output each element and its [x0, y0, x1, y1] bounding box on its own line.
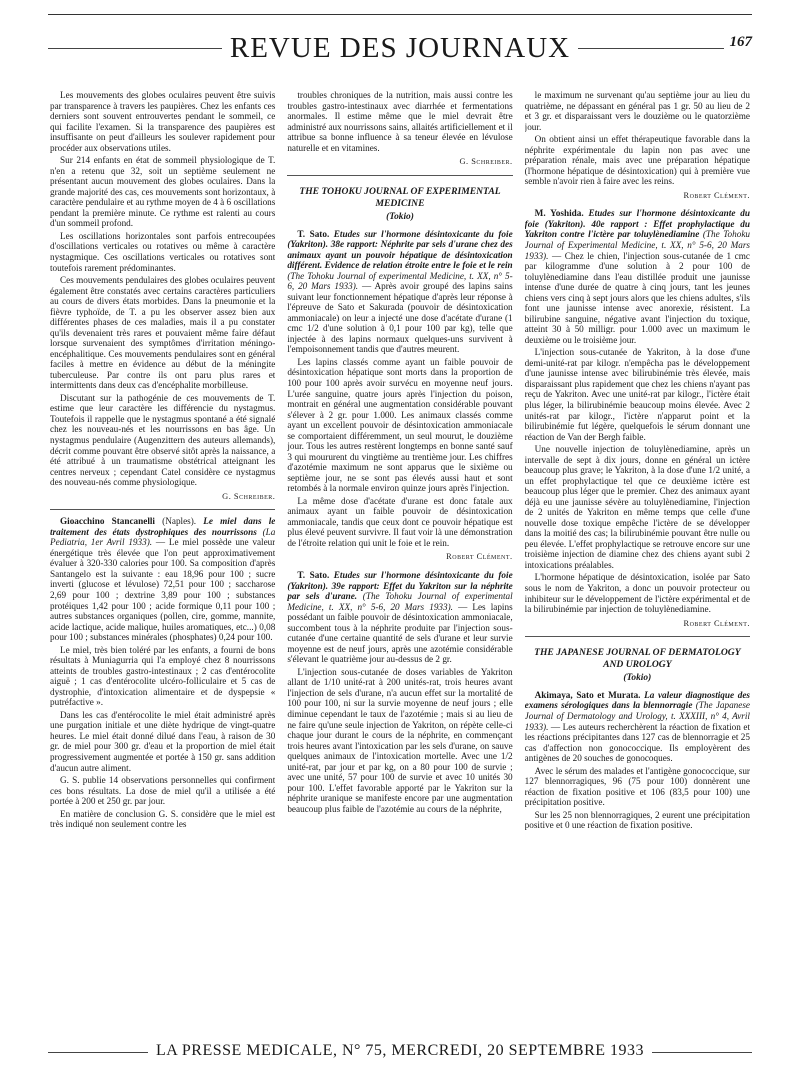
article-text: — Le miel possède une valeur énergétique très élevée que l'on peut approximativement évaluer à 320-330 calories pour 100. Sa composition d'après Santangelo est la suivante : eau 18,96 pour 100 ; sucre inverti (glucose et lévulose) 72,51 pour 100 ; saccharose 2,69 pour 100 ; dextrine 3,89 pour 100 ; substances protéiques 1,42 pour 100 ; acide formique 0,11 pour 100 ; autres substances organiques (pollen, cire, gomme, mannite, acide lactique, acide malique, huiles aromatiques, etc...) 0,08 pour 100 ; substances minérales (phosphates) 0,24 pour 100.	[50, 537, 276, 643]
paragraph: le maximum ne survenant qu'au septième jour au lieu du quatrième, ne dépassant en général pas 1 gr. 50 au lieu de 2 et 3 gr. et disparaissant vers le douzième ou le quatorzième jour.	[524, 90, 750, 132]
journal-heading: THE JAPANESE JOURNAL OF DERMATOLOGY AND UROLOGY	[534, 647, 741, 671]
footer-text: LA PRESSE MEDICALE, N° 75, MERCREDI, 20 SEPTEMBRE 1933	[148, 1042, 652, 1059]
article-source: (The Tohoku Journal of Experimental Medicine, t. XX, n° 5-6, 20 Mars 1933).	[524, 229, 750, 261]
article-heading	[287, 229, 512, 355]
article-text: — Après avoir groupé des lapins sains suivant leur fonctionnement hépatique d'après leur réponse à l'épreuve de Sato et Sakurada (pouvoir de désintoxication ammoniacale) on leur a injecté une dose d'acétate d'urane (1 cmc 1/2 d'une solution à 0,1 pour 100 par kg), telle que injectée à des lapins normaux quelques-uns survivent à l'empoisonnement tandis que d'autres meurent.	[287, 281, 513, 355]
paragraph: Discutant sur la pathogénie de ces mouvements de T. estime que leur caractère les différencie du nystagmus. Toutefois il rappelle que le nystagmus spontané a été signalé chez les nouveau-nés et les nourrissons en bas âge. Un nystagmus pendulaire (Augenzittern des auteurs allemands), décrit comme pouvant être observé sitôt après la naissance, a été attribué à un traumatisme obstétrical atteignant les centres nerveux ; cependant Catel considère ce nystagmus des nouveau-nés comme physiologique.	[50, 392, 276, 488]
article-heading	[525, 690, 750, 764]
page-number: 167	[724, 34, 753, 51]
paragraph: Sur 214 enfants en état de sommeil physiologique de T. n'en a retenu que 32, soit un septième seulement ne présentant aucun mouvement des globes oculaires. Dans la grande majorité des cas, ces mouvements sont horizontaux, à caractère pendulaire et au rythme moyen de 4 à 6 oscillations pendant la première minute. Ce rythme est ralenti au cours d'un sommeil profond.	[50, 155, 276, 229]
top-rule	[48, 14, 752, 15]
article-heading	[50, 516, 275, 642]
article-heading	[525, 208, 750, 345]
article-text: — Les lapins possédant un faible pouvoir de désintoxication ammoniacale, succombent tous à la néphrite produite par l'injection sous-cutanée d'une certaine quantité de sels d'urane et leur survie moyenne est de neuf jours, après une azotémie considérable s'élevant le quatrième jour au-dessus de 2 gr.	[287, 601, 513, 665]
article-source: (The Tohoku Journal of experimental Medicine, t. XX, n° 5-6, 20 Mars 1933).	[287, 270, 513, 292]
paragraph: Les lapins classés comme ayant un faible pouvoir de désintoxication hépatique sont morts dans la proportion de 100 pour 100 après avoir survécu en moyenne neuf jours. L'urée sanguine, quatre jours après l'injection du poison, montrait en général une augmentation considérable pouvant s'élever à 2 gr. pour 1.000. Les animaux classés comme ayant un excellent pouvoir de désintoxication ammoniacale se comportaient différemment, un seul mourut, le douzième jour. Tous les autres restèrent longtemps en bonne santé sauf 3 qui moururent du vingtième au trentième jour. Les chiffres d'azotémie maximum ne sont apparus que le sixième ou septième jour, ne se sont pas élevés aussi haut et sont retombés à la normale environ quinze jours après l'injection.	[287, 356, 513, 494]
signature: G. Schreiber.	[459, 157, 513, 167]
article-title: Etudes sur l'hormone désintoxicante du foie (Yakriton). 39e rapport: Effet du Yakriton sur la néphrite par sels d'urane.	[287, 570, 513, 602]
article-text: — Chez le chien, l'injection sous-cutanée de 1 cmc par kilogramme d'une solution à 2 pour 100 de toluylènediamine dans l'eau distillée produit une jaunisse intense d'une durée de quatre à cinq jours, tant les jeunes chiens vers cinq à sept jours alors que les chiens adultes, s'ils font une jaunisse intense avec anorexie, résistent. La bilirubine sanguine, négative avant l'injection du toxique, atteint 30 à 50 milligr. pour 1.000 avec un maximum le deuxième ou le troisième jour.	[524, 250, 750, 345]
article-title: La valeur diagnostique des examens sérologiques dans la blennorragie	[524, 689, 750, 711]
article-title: Etudes sur l'hormone désintoxicante du foie (Yakriton). 38e rapport: Néphrite par sels d'urane chez des animaux ayant un pouvoir hépatique de désintoxication différent. Evidence de relation étroite entre le foie et le rein	[287, 228, 513, 271]
signature: Robert Clément.	[683, 190, 750, 200]
signature: Robert Clément.	[446, 552, 513, 562]
article-author: T. Sato.	[297, 228, 330, 239]
paragraph: En matière de conclusion G. S. considère que le miel est très indiqué non seulement contre les	[50, 808, 276, 830]
paragraph: L'injection sous-cutanée de doses variables de Yakriton allant de 1/10 unité-rat à 200 unités-rat, trois heures avant l'injection de sels d'urane, n'a aucun effet sur la mortalité de 100 pour 100, ni sur la survie moyenne de neuf jours ; elle diminue cependant le taux de l'azotémie ; mais si au lieu de ne faire qu'une seule injection de Yakriton, on répète celle-ci chaque jour durant le cours de la néphrite, en commençant trois heures avant l'intoxication par les sels d'urane, on sauve quelques animaux de l'intoxication mortelle. Avec une 1/2 unité-rat, par jour et par kg, on a 80 pour 100 de survie ; avec une unité, 57 pour 100 de survie et avec 10 unités 30 pour 100. L'effet favorable apporté par le Yakriton sur la néphrite uranique se manifeste encore par une augmentation beaucoup plus faible de l'azotémie au cours de la néphrite,	[287, 666, 513, 814]
paragraph: La même dose d'acétate d'urane est donc fatale aux animaux ayant un faible pouvoir de désintoxication ammoniacale, tandis que ceux dont ce pouvoir hépatique est plus élevé peuvent survivre. Il faut voir là une démonstration de l'étroite relation qui unit le foie et le rein.	[287, 495, 513, 548]
separator	[287, 175, 512, 176]
paragraph: L'hormone hépatique de désintoxication, isolée par Sato sous le nom de Yakriton, a donc un pouvoir protecteur ou inhibiteur sur le développement de l'ictère expérimental et de la bilirubinémie par injection de toluylènediamine.	[524, 572, 750, 615]
signature: Robert Clément.	[683, 618, 750, 628]
paragraph: Une nouvelle injection de toluylènediamine, après un intervalle de sept à dix jours, donne en général un ictère beaucoup plus grave; le Yakriton, à la dose d'une 1/2 unité, a un effet prophylactique tel que ce deuxième ictère est beaucoup plus léger que le premier. Chez des animaux ayant déjà eu une jaunisse sévère au toluylènediamine, l'injection de 2 unités de Yakriton en même temps que celle d'une nouvelle dose toxique empêche l'ictère de se développer dans la moitié des cas; la bilirubinémie pouvant être nulle ou peu élevée. L'effet prophylactique se retrouve encore sur une troisième injection de diamine chez des chiens ayant subi 2 intoxications préalables.	[524, 444, 750, 570]
article-heading	[287, 570, 512, 665]
paragraph: Avec le sérum des malades et l'antigène gonococcique, sur 127 blennorragiques, 96 (75 pour 100) donnèrent une réaction de fixation positive et 106 (83,5 pour 100) une précipitation positive.	[524, 765, 750, 808]
paragraph: Les oscillations horizontales sont parfois entrecoupées d'oscillations verticales ou rotatives ou même à caractère nystagmique. Ces oscillations verticales ou rotatives sont toutefois rarement prédominantes.	[50, 230, 276, 273]
article-place: (Naples).	[162, 516, 197, 527]
journal-heading: THE TOHOKU JOURNAL OF EXPERIMENTAL MEDICINE	[299, 185, 501, 209]
paragraph: Dans les cas d'entérocolite le miel était administré après une purgation initiale et une diète hydrique de vingt-quatre heures. Le miel était donné dilué dans l'eau, à raison de 30 gr. de miel pour 300 gr. d'eau et la proportion de miel était progressivement augmentée et portée à 150 gr. sans addition d'aucun autre aliment.	[50, 709, 276, 773]
article-source: (La Pediatria, 1er Avril 1933).	[50, 526, 276, 548]
column-1	[50, 90, 275, 1040]
separator	[525, 636, 750, 637]
paragraph: L'injection sous-cutanée de Yakriton, à la dose d'une demi-unité-rat par kilogr. n'empêcha pas le développement d'une jaunisse intense avec bilirubinémie très élevée, mais disparaissant plus rapidement que chez les chiens n'ayant pas reçu de Yakriton. Avec une unité-rat par kilogr., l'ictère était plus léger, la bilirubinémie beaucoup moins élevée. Avec 2 unités-rat par kilogr., l'ictère n'apparut point et la bilirubinémie fut légère, quelquefois le sérum donnant une réaction de Van der Bergh faible.	[524, 347, 750, 442]
article-title: Le miel dans le traitement des états dystrophiques des nourrissons	[50, 516, 276, 537]
paragraph: On obtient ainsi un effet thérapeutique favorable dans la néphrite expérimentale du lapin non pas avec une préparation rénale, mais avec une préparation hépatique (l'hormone hépatique de désintoxication) qui à première vue semble n'avoir rien à faire avec les reins.	[524, 134, 750, 187]
journal-title	[48, 30, 752, 66]
page-header	[48, 30, 752, 66]
signature: G. Schreiber.	[222, 491, 276, 501]
paragraph: troubles chroniques de la nutrition, mais aussi contre les troubles gastro-intestinaux avec diarrhée et fermentations anormales. Il estime même que le miel devrait être administré aux nourrissons sains, allaités artificiellement et il attribue sa bonne influence à sa teneur élevée en lévulose naturelle et en vitamines.	[287, 90, 513, 153]
article-columns	[50, 90, 750, 1040]
paragraph: Sur les 25 non blennorragiques, 2 eurent une précipitation positive et 0 une réaction de fixation positive.	[524, 809, 750, 831]
article-source: (The Tohoku Journal of experimental Medicine, t. XX, n° 5-6, 20 Mars 1933).	[287, 591, 513, 612]
separator	[50, 509, 275, 510]
article-author: Gioacchino Stancanelli	[60, 516, 155, 527]
journal-title-text: REVUE DES JOURNAUX	[222, 32, 578, 64]
page-footer	[48, 1042, 752, 1060]
article-title: Etudes sur l'hormone désintoxicante du foie (Yakriton). 40e rapport : Effet prophylactique du Yakriton contre l'ictère par toluylènediamine	[524, 208, 750, 240]
journal-subheading: (Tokio)	[623, 673, 652, 684]
article-text: — Les auteurs recherchèrent la réaction de fixation et les réactions précipitantes dans 127 cas de blennorragie et 25 cas d'affection non gonococcique. Ils employèrent des antigènes de 20 souches de gonocoques.	[524, 721, 750, 764]
article-author: T. Sato.	[297, 570, 330, 581]
paragraph: Le miel, très bien toléré par les enfants, a fourni de bons résultats à Muniagurria qui l'a employé chez 8 nourrissons atteints de troubles gastro-intestinaux ; 2 cas d'entérocolite aiguë ; 1 cas d'entérocolite ulcéro-folliculaire et 5 cas de dystrophie, d'intoxication alimentaire et de dyspepsie « putréfactive ».	[50, 644, 276, 708]
paragraph: Ces mouvements pendulaires des globes oculaires peuvent également être constatés avec certains caractères particuliers au cours de divers états morbides. Dans la pneumonie et la fièvre typhoïde, de T. a pu les observer assez bien aux différentes phases de ces maladies, mais il a pu constater qu'ils devenaient très rares et pouvaient même faire défaut lorsque survenaient des symptômes d'irritation méningo-encéphalitique. Ces mouvements pendulaires sont en général faciles à mettre en évidence au début de la méningite tuberculeuse. Par contre ils ont paru plus rares et intermittents dans deux cas d'encéphalite morbilleuse.	[50, 275, 276, 391]
article-author: Akimaya, Sato et Murata.	[534, 689, 641, 700]
paragraph: Les mouvements des globes oculaires peuvent être suivis par transparence à travers les paupières. Chez les enfants ces derniers sont souvent entrouvertes pendant le sommeil, ce qui facilite l'examen. Si la transparence des paupières est insuffisante on peut d'ailleurs les soulever rapidement pour procéder aux observations utiles.	[50, 90, 276, 153]
column-2	[287, 90, 512, 1040]
article-author: M. Yoshida.	[534, 208, 584, 219]
paragraph: G. S. publie 14 observations personnelles qui confirment ces bons résultats. La dose de miel qu'il a utilisée a été portée à 200 et 250 gr. par jour.	[50, 775, 276, 807]
article-source: (The Japanese Journal of Dermatology and Urology, t. XXXIII, n° 4, Avril 1933).	[524, 700, 750, 732]
journal-subheading: (Tokio)	[386, 211, 414, 222]
column-3	[525, 90, 750, 1040]
